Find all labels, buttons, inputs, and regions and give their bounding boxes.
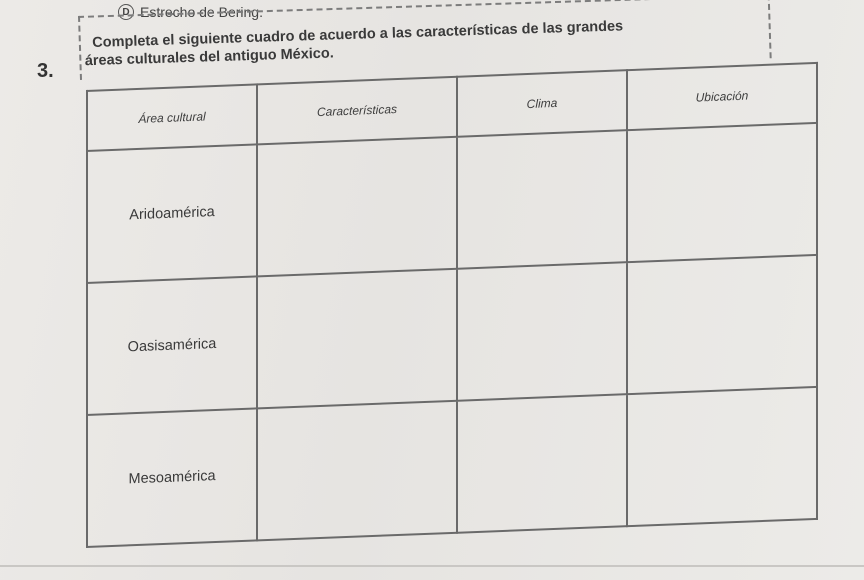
blank-cell-clima[interactable]	[457, 394, 627, 533]
culture-areas-table-wrapper	[86, 62, 816, 545]
header-ubicacion: Ubicación	[627, 63, 817, 130]
blank-cell-clima[interactable]	[457, 262, 627, 401]
row-label-aridoamerica: Aridoamérica	[87, 144, 257, 283]
blank-cell-ubicacion[interactable]	[627, 123, 817, 262]
option-text: Estrecho de Bering.	[140, 4, 263, 20]
header-area-cultural: Área cultural	[87, 84, 257, 151]
blank-cell-clima[interactable]	[457, 130, 627, 269]
blank-cell-caracteristicas[interactable]	[257, 269, 457, 409]
row-label-oasisamerica: Oasisamérica	[87, 276, 257, 415]
table-row	[87, 387, 817, 547]
header-caracteristicas: Características	[257, 77, 457, 145]
blank-cell-ubicacion[interactable]	[627, 387, 817, 526]
blank-cell-caracteristicas[interactable]	[257, 401, 457, 541]
header-clima: Clima	[457, 70, 627, 137]
blank-cell-ubicacion[interactable]	[627, 255, 817, 394]
instruction-line-1: Completa el siguiente cuadro de acuerdo a las características de las grandes	[92, 18, 624, 51]
culture-areas-table	[86, 62, 818, 548]
option-badge: D	[118, 4, 134, 20]
row-label-mesoamerica: Mesoamérica	[87, 408, 257, 547]
page-edge-divider	[0, 565, 864, 567]
blank-cell-caracteristicas[interactable]	[257, 137, 457, 277]
instruction-line-2: áreas culturales del antiguo México.	[84, 45, 334, 70]
question-number: 3.	[37, 60, 54, 82]
